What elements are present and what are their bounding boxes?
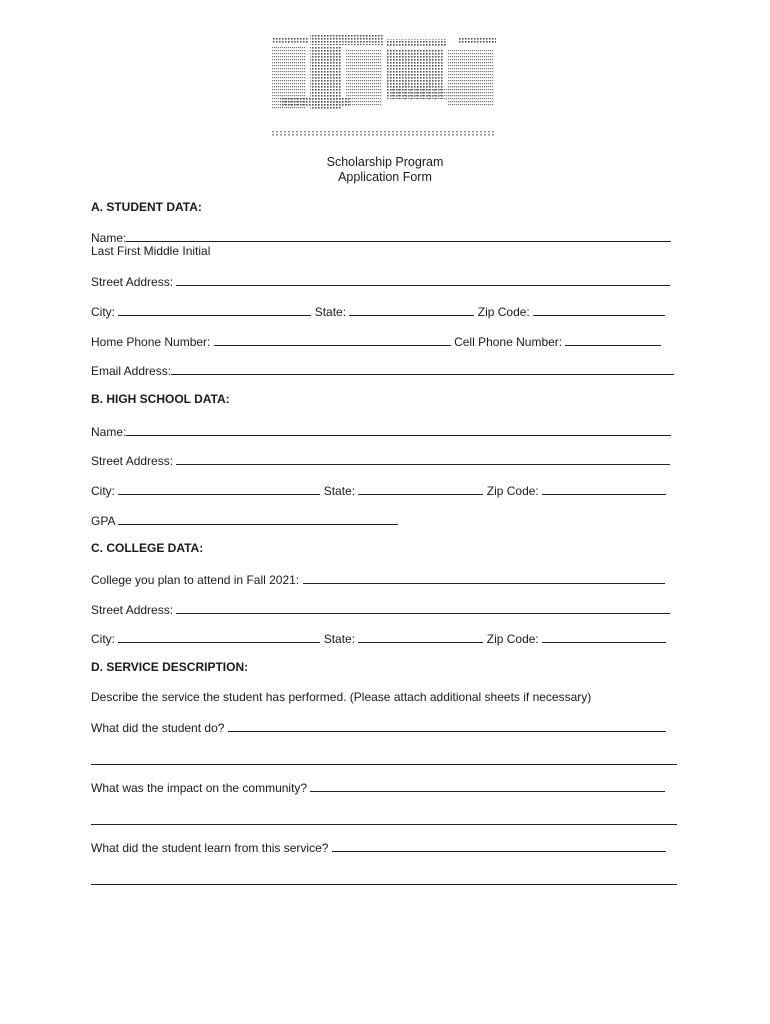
college-state-field[interactable] xyxy=(358,630,483,643)
student-name-label: Name: xyxy=(91,231,127,245)
service-q3-label: What did the student learn from this service? xyxy=(91,841,329,855)
service-q2-label: What was the impact on the community? xyxy=(91,781,308,795)
college-city-row xyxy=(91,630,666,646)
service-q3-continuation xyxy=(91,872,677,888)
form-title-line1: Scholarship Program xyxy=(326,155,444,169)
service-q3-field[interactable] xyxy=(332,839,666,852)
section-service-heading: D. SERVICE DESCRIPTION: xyxy=(91,660,249,674)
service-q3-extra-line[interactable] xyxy=(91,872,677,885)
logo-tagline-graphic xyxy=(272,128,494,138)
service-q1-extra-line[interactable] xyxy=(91,752,677,765)
hs-city-label: City: xyxy=(91,484,115,498)
service-q2-extra-line[interactable] xyxy=(91,812,677,825)
hs-gpa-label: GPA xyxy=(91,514,115,528)
student-city-row xyxy=(91,303,665,319)
service-q2-field[interactable] xyxy=(310,779,665,792)
hs-name-label: Name: xyxy=(91,425,127,439)
hs-gpa-field[interactable] xyxy=(118,512,398,525)
form-title-line2: Application Form xyxy=(338,170,432,184)
student-street-row xyxy=(91,273,670,289)
student-home-phone-field[interactable] xyxy=(214,333,451,346)
service-q1-field[interactable] xyxy=(228,719,666,732)
organization-logo xyxy=(270,35,498,115)
college-plan-row xyxy=(91,571,665,587)
student-zip-field[interactable] xyxy=(533,303,665,316)
service-q3-row xyxy=(91,839,666,855)
hs-zip-field[interactable] xyxy=(542,482,666,495)
student-phone-row xyxy=(91,333,661,349)
hs-street-label: Street Address: xyxy=(91,454,174,468)
student-street-field[interactable] xyxy=(176,273,670,286)
college-state-label: State: xyxy=(323,632,356,646)
student-city-label: City: xyxy=(91,305,115,319)
hs-city-field[interactable] xyxy=(118,482,320,495)
hs-gpa-row xyxy=(91,512,398,528)
college-zip-field[interactable] xyxy=(542,630,666,643)
hs-state-field[interactable] xyxy=(358,482,483,495)
college-street-field[interactable] xyxy=(176,601,670,614)
service-q2-continuation xyxy=(91,812,677,828)
hs-street-field[interactable] xyxy=(176,452,670,465)
student-email-label: Email Address: xyxy=(91,364,172,378)
section-student-heading: A. STUDENT DATA: xyxy=(91,200,202,214)
student-state-field[interactable] xyxy=(349,303,474,316)
college-plan-label: College you plan to attend in Fall 2021: xyxy=(91,573,300,587)
student-street-label: Street Address: xyxy=(91,275,174,289)
student-city-field[interactable] xyxy=(118,303,311,316)
service-q1-row xyxy=(91,719,666,735)
college-street-label: Street Address: xyxy=(91,603,174,617)
student-zip-label: Zip Code: xyxy=(477,305,530,319)
student-name-row xyxy=(91,229,671,245)
section-high-school-heading: B. HIGH SCHOOL DATA: xyxy=(91,392,230,406)
service-q1-label: What did the student do? xyxy=(91,721,225,735)
hs-street-row xyxy=(91,452,670,468)
service-q2-row xyxy=(91,779,665,795)
student-state-label: State: xyxy=(314,305,347,319)
hs-name-row xyxy=(91,423,671,439)
hs-city-row xyxy=(91,482,666,498)
college-zip-label: Zip Code: xyxy=(486,632,539,646)
student-name-field[interactable] xyxy=(126,229,671,242)
service-q1-continuation xyxy=(91,752,677,768)
hs-name-field[interactable] xyxy=(126,423,671,436)
section-college-heading: C. COLLEGE DATA: xyxy=(91,541,204,555)
student-email-row xyxy=(91,362,674,378)
student-email-field[interactable] xyxy=(171,362,674,375)
hs-zip-label: Zip Code: xyxy=(486,484,539,498)
student-cell-phone-label: Cell Phone Number: xyxy=(454,335,563,349)
college-street-row xyxy=(91,601,670,617)
college-plan-field[interactable] xyxy=(303,571,665,584)
student-name-hint: Last First Middle Initial xyxy=(91,244,211,258)
student-home-phone-label: Home Phone Number: xyxy=(91,335,211,349)
hs-state-label: State: xyxy=(323,484,356,498)
college-city-label: City: xyxy=(91,632,115,646)
service-instructions: Describe the service the student has performed. (Please attach additional sheets if necessary) xyxy=(91,690,592,704)
college-city-field[interactable] xyxy=(118,630,320,643)
student-cell-phone-field[interactable] xyxy=(565,333,661,346)
